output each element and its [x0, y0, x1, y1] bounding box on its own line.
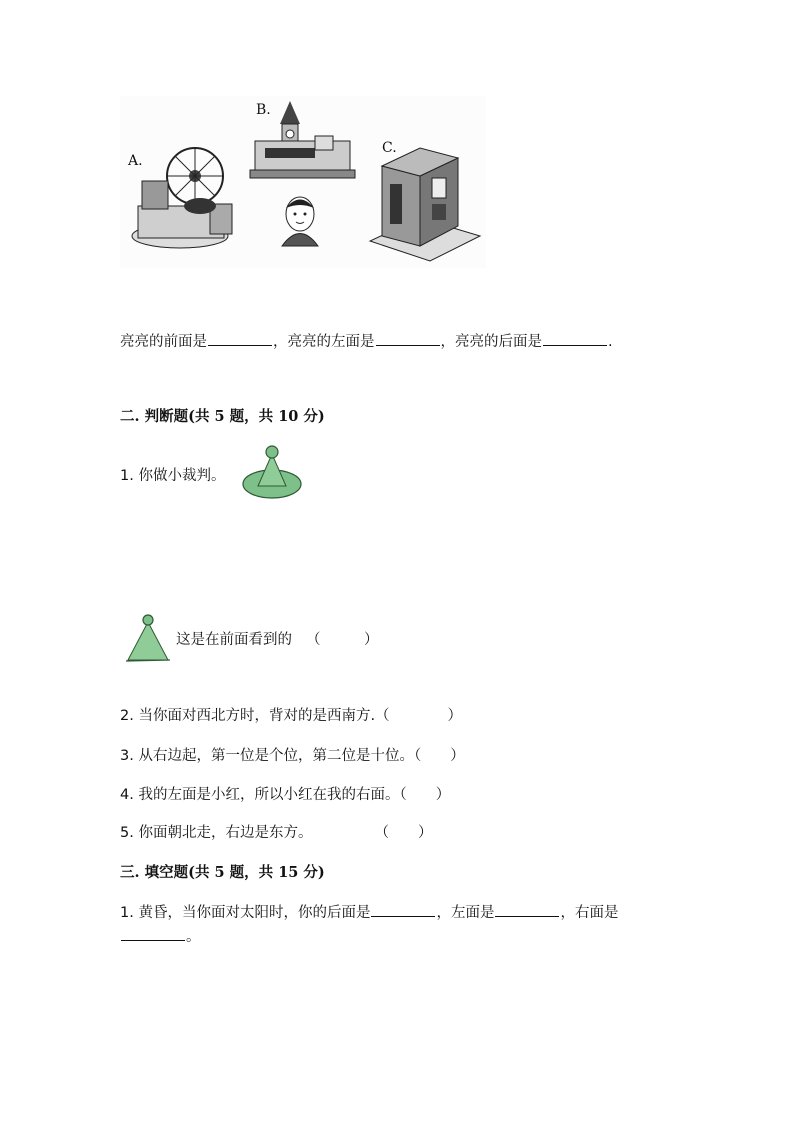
answer-blank-left[interactable]: [376, 331, 440, 346]
answer-blank-right[interactable]: [121, 926, 185, 941]
question-text: 。: [186, 929, 201, 945]
department-store-drawing: [370, 148, 480, 261]
answer-paren[interactable]: （ ）: [374, 825, 433, 841]
scene-illustration: [120, 96, 486, 268]
judgment-q4: 4. 我的左面是小红，所以小红在我的右面。（ ）: [120, 787, 451, 803]
amusement-park-drawing: [132, 148, 232, 248]
option-a-label: A.: [128, 153, 143, 169]
cone-front-view-icon: [124, 614, 172, 664]
section-title-fill-in: 三. 填空题(共 5 题，共 15 分): [120, 864, 325, 881]
fill-q1-line2: [120, 925, 201, 946]
question-text: ，左面是: [436, 905, 495, 921]
fill-q1-line1: [120, 901, 618, 922]
option-c-label: C.: [382, 140, 397, 156]
question-text: .: [608, 334, 613, 350]
cone-top-view-icon: [242, 444, 304, 500]
scene-drawing: [120, 96, 486, 268]
question-text: ，右面是: [560, 905, 619, 921]
judgment-q5: [120, 821, 432, 842]
statement-text: 这是在前面看到的: [176, 632, 292, 648]
option-b-label: B.: [256, 102, 271, 118]
question-text: ，亮亮的左面是: [273, 334, 375, 350]
question-front-left-back: [120, 330, 613, 351]
boy-drawing: [282, 197, 318, 246]
question-text: 1. 黄昏，当你面对太阳时，你的后面是: [120, 905, 371, 921]
question-text: 5. 你面朝北走，右边是东方。: [120, 825, 313, 841]
judgment-q1-text: 1. 你做小裁判。: [120, 468, 226, 484]
answer-blank-back[interactable]: [543, 331, 607, 346]
answer-paren[interactable]: （ ）: [306, 632, 379, 648]
answer-blank-behind[interactable]: [371, 902, 435, 917]
question-text: ，亮亮的后面是: [440, 334, 542, 350]
judgment-q2: 2. 当你面对西北方时，背对的是西南方.（ ）: [120, 708, 463, 724]
answer-blank-left[interactable]: [495, 902, 559, 917]
question-text: 亮亮的前面是: [120, 334, 207, 350]
judgment-q1-statement: [176, 628, 379, 649]
section-title-judgment: 二. 判断题(共 5 题，共 10 分): [120, 408, 325, 425]
answer-blank-front[interactable]: [208, 331, 272, 346]
judgment-q3: 3. 从右边起，第一位是个位，第二位是十位。（ ）: [120, 748, 465, 764]
